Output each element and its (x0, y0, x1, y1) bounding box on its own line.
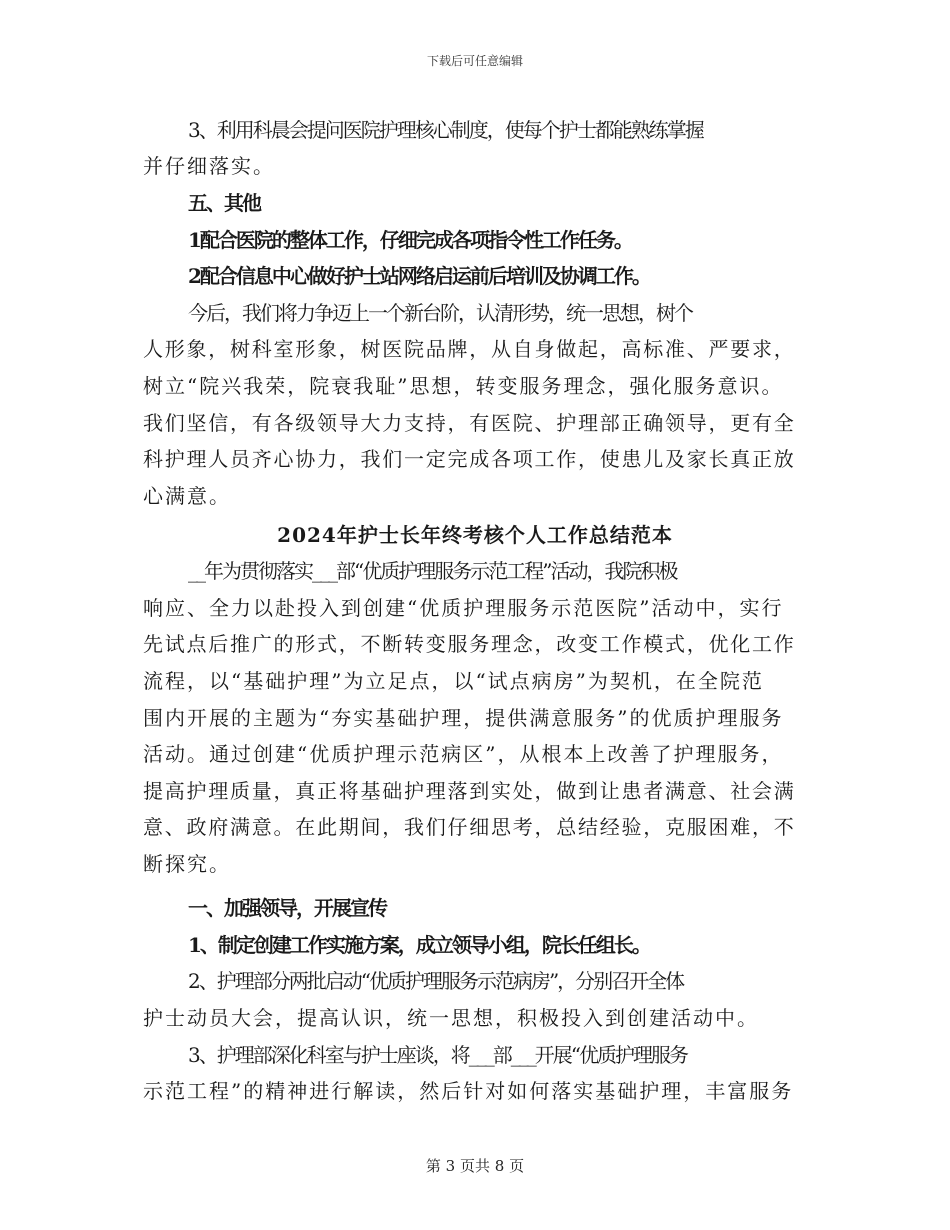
paragraph-line: 人形象，树科室形象，树医院品牌，从自身做起，高标准、严要求， (143, 337, 796, 361)
page-footer: 第 3 页共 8 页 (425, 1157, 525, 1175)
paragraph-line: 2配合信息中心做好护士站网络启运前后培训及协调工作。 (188, 264, 650, 288)
paragraph-line: 响应、全力以赴投入到创建“优质护理服务示范医院”活动中，实行 (143, 596, 784, 620)
paragraph-line: 今后，我们将力争迈上一个新台阶，认清形势，统一思想，树个 (188, 301, 692, 325)
paragraph-line: 1配合医院的整体工作，仔细完成各项指令性工作任务。 (188, 228, 632, 252)
paragraph-line: 科护理人员齐心协力，我们一定完成各项工作，使患儿及家长真正放 (143, 447, 796, 471)
paragraph-line: 3、护理部深化科室与护士座谈，将___部___开展“优质护理服务 (188, 1043, 687, 1067)
paragraph-line: 活动。通过创建“优质护理示范病区”，从根本上改善了护理服务， (143, 742, 784, 766)
paragraph-line: 护士动员大会，提高认识，统一思想，积极投入到创建活动中。 (143, 1006, 759, 1030)
section-heading: 一、加强领导，开展宣传 (188, 896, 386, 920)
paragraph-line: 提高护理质量，真正将基础护理落到实处，做到让患者满意、社会满 (143, 779, 796, 803)
document-title: 2024年护士长年终考核个人工作总结范本 (277, 523, 673, 547)
paragraph-line: 先试点后推广的形式，不断转变服务理念，改变工作模式，优化工作 (143, 632, 796, 656)
paragraph-line: 流程，以“基础护理”为立足点，以“试点病房”为契机，在全院范 (143, 669, 764, 693)
paragraph-line: 我们坚信，有各级领导大力支持，有医院、护理部正确领导，更有全 (143, 411, 796, 435)
paragraph-line: __年为贯彻落实___部“优质护理服务示范工程”活动，我院积极 (188, 559, 677, 583)
paragraph-line: 1、制定创建工作实施方案，成立领导小组，院长任组长。 (188, 933, 650, 957)
paragraph-line: 并仔细落实。 (143, 154, 275, 178)
paragraph-line: 围内开展的主题为“夯实基础护理，提供满意服务”的优质护理服务 (143, 706, 784, 730)
paragraph-line: 2、护理部分两批启动“优质护理服务示范病房”，分别召开全体 (188, 969, 684, 993)
paragraph-line: 树立“院兴我荣，院衰我耻”思想，转变服务理念，强化服务意识。 (143, 374, 784, 398)
paragraph-line: 断探究。 (143, 852, 231, 876)
paragraph-line: 心满意。 (143, 484, 231, 508)
paragraph-line: 示范工程”的精神进行解读，然后针对如何落实基础护理，丰富服务 (143, 1079, 794, 1103)
paragraph-line: 3、利用科晨会提问医院护理核心制度，使每个护士都能熟练掌握 (188, 118, 703, 142)
section-heading: 五、其他 (188, 191, 260, 215)
page-header: 下载后可任意编辑 (426, 54, 523, 68)
paragraph-line: 意、政府满意。在此期间，我们仔细思考，总结经验，克服困难，不 (143, 815, 796, 839)
